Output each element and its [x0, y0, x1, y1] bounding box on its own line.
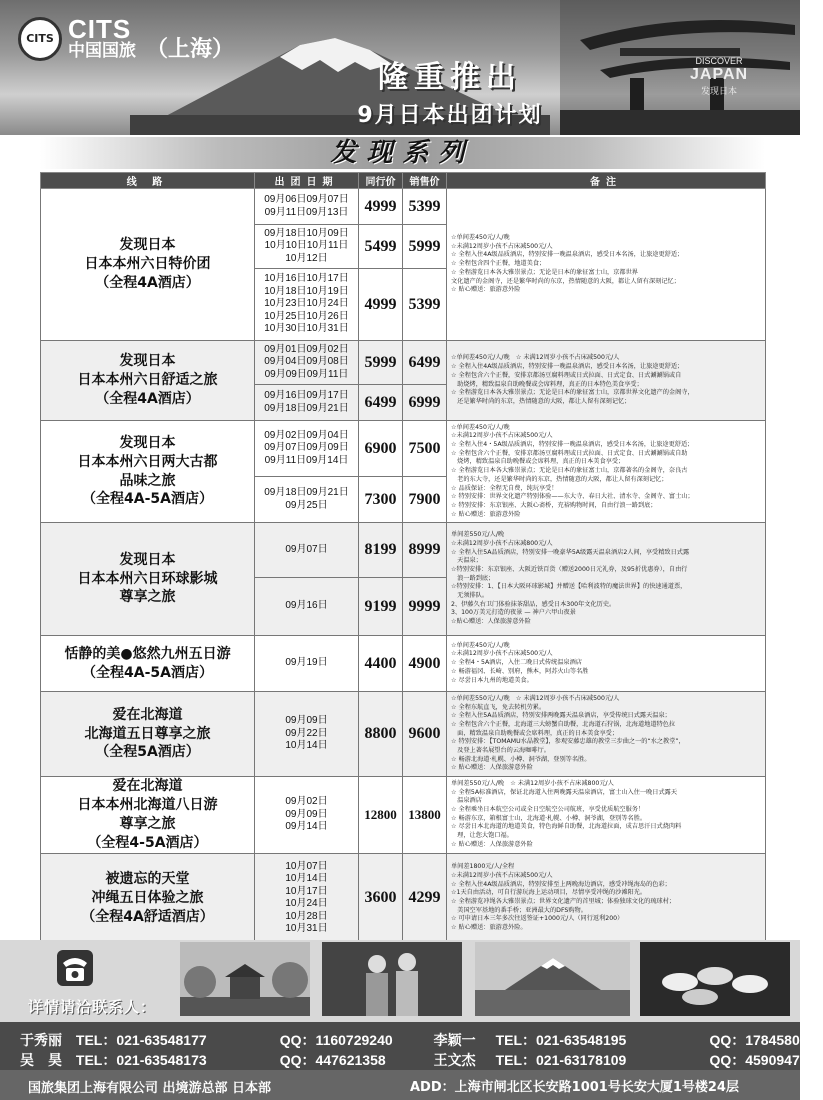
departure-date: 09月16日09月17日: [264, 390, 349, 401]
departure-date: 10月14日: [285, 740, 328, 752]
note-line: ☆ 特别安排：【TOMAMU水晶教堂】，参观安藤忠雄的教堂三步曲之一的“水之教堂”，: [451, 738, 685, 746]
note-line: ☆ 畅游东京，箱根富士山，北海道·札幌、小樽、洞爷湖，登别等名胜。: [451, 814, 647, 822]
route-line: 北海道五日尊享之旅: [84, 725, 211, 742]
peer-price: 6900: [359, 421, 403, 477]
note-line: ☆ 全程入住5A品质酒店，特别安排一晚豪华5A级露天温泉酒店2人间，享受精致日式露: [451, 548, 690, 556]
date-cell: [255, 269, 359, 341]
note-line: ☆ 全程入住4・5A级品质酒店，特别安排一晚温泉酒店，感受日本名汤，让旅途更舒适；: [451, 441, 694, 449]
departure-date: 09月16日: [285, 600, 328, 612]
note-line: 美国空军基地的番手桥；亚洲最大的DFS购物。: [451, 906, 587, 914]
peer-price: 4999: [359, 189, 403, 225]
retail-price: 7500: [403, 421, 447, 477]
note-line: ☆ 全程5A标准酒店，保证北海道入住两晚露天温泉酒店，富士山入住一晚日式露天: [451, 788, 678, 796]
route-line: 尊享之旅: [119, 815, 176, 832]
route-line: （全程4A-5A酒店）: [82, 491, 213, 508]
route-line: （全程4A酒店）: [95, 274, 200, 291]
header-retail-price: 销售价: [403, 173, 447, 189]
series-title-bar: [40, 137, 765, 169]
route-line: 冲绳五日体验之旅: [91, 889, 204, 906]
note-line: ☆ 品质保证：全程无自费，纯玩享受！: [451, 484, 558, 492]
route-cell: [41, 636, 255, 692]
route-cell: [41, 777, 255, 854]
peer-price: 9199: [359, 578, 403, 636]
route-line: 发现日本: [119, 551, 176, 568]
header-notes: 备注: [447, 173, 766, 189]
note-line: ☆单间差450元/人/晚: [451, 234, 510, 242]
note-line: ☆ 全程包含四个正餐，地道美食；: [451, 260, 546, 268]
notes-cell: [447, 341, 766, 421]
logo-english: CITS: [68, 13, 132, 44]
notes-cell: [447, 421, 766, 523]
note-line: ☆ 全程东航直飞，免去转机劳累。: [451, 703, 546, 711]
route-line: （全程4A-5A酒店）: [82, 664, 213, 681]
note-line: ☆ 全程包含六个正餐，安排京都汤豆腐料理或日式拉面、日式定食、日式涮涮锅或自助: [451, 449, 688, 457]
retail-price: 13800: [403, 777, 447, 854]
peer-price: 8800: [359, 692, 403, 777]
retail-price: 8999: [403, 523, 447, 578]
departure-date: 09月18日09月21日: [264, 487, 349, 498]
series-title: 发现系列: [330, 138, 475, 168]
note-line: ☆1天自由活动，可自行游玩海上运动项目，尽情享受冲绳的沙滩阳光。: [451, 889, 647, 897]
note-line: ☆未满12周岁小孩不占床减500元/人: [451, 872, 553, 880]
note-line: 单间差1800元/人/全程: [451, 863, 515, 871]
note-line: 单间差550元/人/晚: [451, 531, 505, 539]
note-line: ☆特别安排：1、【日本大阪环球影城】并赠送【哈利波特的魔法世界】的快速通道票，: [451, 583, 687, 591]
contact-name: 王文杰: [433, 1053, 476, 1069]
date-cell: [255, 477, 359, 523]
table-row: [41, 636, 766, 692]
date-cell: [255, 189, 359, 225]
contact-name: 于秀丽: [20, 1033, 62, 1049]
note-line: 2、伊藤久右卫门体验抹茶甜品，感受日本300年文化历史。: [451, 600, 616, 608]
contact-qq: QQ：1160729240: [279, 1032, 393, 1048]
note-line: ☆ 全程入住4A级品质酒店，特别安排一晚温泉酒店，感受日本名汤，让旅途更舒适；: [451, 251, 684, 259]
route-line: （全程5A酒店）: [95, 744, 200, 761]
note-line: ☆ 全程包含六个正餐，北海道三大螃蟹自助餐，北海道石狩锅，北海道地道特色拉: [451, 720, 676, 728]
promo-line-2: 9月日本出团计划: [357, 103, 543, 128]
notes-cell: [447, 853, 766, 943]
note-line: ☆ 特别安排：东京银座、大阪心斋桥，充裕购物时间，自由行浪一路到底；: [451, 501, 657, 509]
pagoda-image: [560, 0, 800, 135]
note-line: 还是繁华时尚的东京，热情随意的大阪，都让人留有深刻记忆；: [451, 397, 631, 405]
note-line: 3、100万美元打造的夜景 — 神户六甲山夜景: [451, 609, 576, 617]
note-line: ☆单间差450元/人/晚 ☆ 未满12周岁小孩不占床减500元/人: [451, 354, 620, 362]
departure-date: 10月31日: [285, 923, 328, 935]
departure-date: 10月23日10月24日: [264, 298, 349, 310]
notes-cell: [447, 777, 766, 854]
note-line: ☆ 尽尝日本九州的地道美食。: [451, 676, 533, 684]
route-line: 恬静的美●悠然九州五日游: [64, 645, 231, 662]
route-cell: [41, 421, 255, 523]
note-line: ☆ 全程乘坐日本航空公司或全日空航空公司航班，享受优质航空服务！: [451, 806, 645, 814]
note-line: ☆未满12周岁小孩不占床减500元/人: [451, 432, 553, 440]
contact-name: 李颖一: [433, 1033, 476, 1049]
note-line: ☆特别安排：东京银座、大阪近铁百货（赠送2000日元礼券，及95折优惠券），自由行: [451, 565, 688, 573]
retail-price: 6999: [403, 385, 447, 421]
departure-date: 09月09日: [285, 715, 328, 727]
note-line: 老的东大寺，还是繁华时尚的东京，热情随意的大阪，都让人留有深刻记忆；: [451, 475, 668, 483]
note-line: ☆未满12周岁小孩不占床减800元/人: [451, 539, 553, 547]
discover-line-1: DISCOVER: [695, 56, 743, 66]
note-line: 无须排队。: [451, 592, 489, 599]
departure-date: 09月25日: [285, 499, 328, 511]
departure-date: 09月22日: [285, 727, 328, 739]
departure-date: 10月28日: [285, 910, 328, 922]
departure-date: 10月10日10月11日: [264, 240, 349, 252]
note-line: ☆未满12周岁小孩不占床减500元/人: [451, 650, 553, 658]
contact-qq: QQ：1784580610: [709, 1032, 823, 1048]
note-line: ☆ 贴心赠送：人保旅游意外险: [451, 840, 533, 848]
departure-date: 09月06日09月07日: [264, 194, 349, 205]
note-line: ☆ 尽尝日本北海道的地道美食，特色海鲜自助餐，北海道拉面，成吉思汗日式烧肉料: [451, 823, 682, 831]
cits-logo-mark: CITS: [18, 17, 62, 61]
departure-date: 10月14日: [285, 873, 328, 885]
peer-price: 5999: [359, 341, 403, 385]
date-cell: [255, 692, 359, 777]
departure-date: 10月18日10月19日: [264, 285, 349, 297]
retail-price: 4299: [403, 853, 447, 943]
discover-line-3: 发现日本: [701, 86, 738, 96]
route-line: 爱在北海道: [112, 706, 183, 723]
note-line: 单间差550元/人/晚 ☆ 未满12周岁小孩不占床减800元/人: [451, 780, 614, 788]
header-date: 出团日期: [255, 173, 359, 189]
note-line: ☆ 畅游北海道·札幌、小樽、洞爷湖，登别等名胜。: [451, 755, 591, 763]
retail-price: 6499: [403, 341, 447, 385]
fuji-lake-photo: [475, 942, 630, 1016]
kimono-photo: [322, 942, 462, 1016]
note-line: ☆单间差450元/人/晚: [451, 641, 510, 649]
note-line: 理，让您大饱口福。: [451, 832, 513, 840]
note-line: ☆ 全程游览日本各大雅崇景点；无论是日本的象征富士山，京都著名的金阁寺，奈良古: [451, 467, 688, 475]
peer-price: 6499: [359, 385, 403, 421]
departure-date: 09月02日09月04日: [264, 429, 349, 441]
bottom-bar: [0, 1070, 800, 1100]
note-line: 浪一路到底；: [451, 574, 495, 582]
date-cell: [255, 341, 359, 385]
retail-price: 5399: [403, 269, 447, 341]
tour-table: [40, 172, 765, 944]
sushi-photo: [640, 942, 790, 1016]
promo-heading: [320, 52, 580, 129]
departure-date: 09月04日09月08日: [264, 356, 349, 368]
promo-line-1: 隆重推出: [378, 60, 522, 95]
company-address: ADD：上海市闸北区长安路1001号长安大厦1号楼24层: [410, 1080, 739, 1095]
note-line: ☆ 贴心赠送：旅游意外险: [451, 286, 521, 294]
note-line: ☆单间差550元/人/晚 ☆ 未满12周岁小孩不占床减500元/人: [451, 694, 620, 702]
route-cell: [41, 341, 255, 421]
retail-price: 4900: [403, 636, 447, 692]
departure-date: 10月12日: [285, 252, 328, 264]
peer-price: 8199: [359, 523, 403, 578]
note-line: ☆ 畅游福冈、长崎、别府，熊本，阿苏火山等名胜: [451, 667, 589, 675]
peer-price: 5499: [359, 225, 403, 269]
route-line: 被遗忘的天堂: [105, 870, 190, 887]
date-cell: [255, 385, 359, 421]
departure-date: 09月01日09月02日: [264, 343, 349, 355]
date-cell: [255, 421, 359, 477]
retail-price: 7900: [403, 477, 447, 523]
departure-date: 09月02日: [285, 796, 328, 808]
departure-date: 10月07日: [285, 860, 328, 872]
contact-name: 吴 昊: [20, 1053, 62, 1069]
contact-qq: QQ：459094774: [709, 1052, 816, 1068]
departure-date: 10月16日10月17日: [264, 273, 349, 285]
route-cell: [41, 853, 255, 943]
note-line: 助烧烤，精致温泉自助晚餐或会席料理，真正的日本特色美食享受；: [451, 380, 643, 388]
route-line: 爱在北海道: [112, 778, 183, 794]
route-cell: [41, 523, 255, 636]
departure-date: 10月24日: [285, 898, 328, 910]
retail-price: 5399: [403, 189, 447, 225]
departure-date: 09月18日10月09日: [264, 227, 349, 239]
note-line: ☆ 贴心赠送：旅游意外险: [451, 510, 521, 518]
contact-tel: TEL：021-63548195: [495, 1032, 627, 1048]
note-line: 文化遗产的金阁寺，还是繁华时尚的东京，热情随意的大阪，都让人留有深刻记忆；: [451, 277, 680, 285]
note-line: ☆未满12周岁小孩不占床减500元/人: [451, 242, 553, 250]
retail-price: 9999: [403, 578, 447, 636]
note-line: 温泉酒店: [451, 797, 482, 805]
note-line: ☆ 全程入住5A品质酒店，特别安排两晚露天温泉酒店，享受传统日式露天温泉；: [451, 712, 671, 720]
departure-date: 09月18日09月21日: [264, 402, 349, 414]
peer-price: 4400: [359, 636, 403, 692]
contact-title: 详情请洽联系人：: [28, 998, 157, 1016]
contact-row-1: [20, 1030, 823, 1050]
route-line: 日本本州六日两大古都: [77, 453, 218, 470]
header-route: 线 路: [41, 173, 255, 189]
table-row: [41, 421, 766, 477]
date-cell: [255, 777, 359, 854]
note-line: ☆ 全程入住4A级品质酒店，特别安排一晚温泉酒店，感受日本名汤，让旅途更舒适；: [451, 363, 684, 371]
route-cell: [41, 189, 255, 341]
note-line: ☆ 全程包含六个正餐，安排京都汤豆腐料理或日式拉面、日式定食、日式涮涮锅或自: [451, 371, 682, 379]
date-cell: [255, 636, 359, 692]
note-line: ☆ 全程4・5A酒店，入住二晚日式传统温泉酒店: [451, 659, 582, 667]
route-line: 日本本州六日环球影城: [77, 570, 218, 587]
notes-cell: [447, 692, 766, 777]
table-row: [41, 853, 766, 943]
header-peer-price: 同行价: [359, 173, 403, 189]
table-row: [41, 523, 766, 578]
note-line: ☆ 可申请日本三年多次往返签证+1000元/人（同行返利200）: [451, 915, 624, 923]
route-line: 日本本州北海道八日游: [77, 796, 218, 813]
departure-date: 09月07日: [285, 543, 328, 555]
departure-date: 10月25日10月26日: [264, 310, 349, 322]
retail-price: 9600: [403, 692, 447, 777]
note-line: ☆单间差450元/人/晚: [451, 423, 510, 431]
route-line: 发现日本: [119, 434, 176, 451]
logo-city: （上海）: [146, 37, 235, 62]
route-line: 发现日本: [119, 237, 176, 254]
table-row: [41, 341, 766, 385]
departure-date: 09月07日09月09日: [264, 442, 349, 454]
notes-cell: [447, 189, 766, 341]
table-row: [41, 692, 766, 777]
note-line: ☆ 全程游览日本各大雅崇景点；无论是日本的象征富士山，京都世界文化遗产的金阁寺，: [451, 389, 694, 397]
route-cell: [41, 692, 255, 777]
note-line: ☆ 全程游览日本各大雅崇景点；无论是日本的象征富士山，京都世界: [451, 268, 638, 276]
logo-chinese: 中国国旅: [68, 41, 136, 62]
discover-japan-badge: [690, 56, 748, 97]
retail-price: 5999: [403, 225, 447, 269]
company-name: 国旅集团上海有限公司 出境游总部 日本部: [28, 1081, 272, 1096]
route-line: 发现日本: [119, 353, 176, 370]
peer-price: 12800: [359, 777, 403, 854]
route-line: （全程4-5A酒店）: [87, 834, 208, 851]
table-header-row: [41, 173, 766, 189]
date-cell: [255, 225, 359, 269]
table-row: [41, 777, 766, 854]
route-line: 尊享之旅: [119, 589, 176, 606]
discover-line-2: JAPAN: [690, 66, 749, 83]
note-line: ☆贴心赠送：人保旅游意外险: [451, 618, 531, 626]
date-cell: [255, 853, 359, 943]
departure-date: 09月09日09月11日: [264, 368, 349, 380]
contact-tel: TEL：021-63178109: [495, 1052, 627, 1068]
note-line: ☆ 贴心赠送：旅游意外险。: [451, 924, 527, 932]
peer-price: 7300: [359, 477, 403, 523]
departure-date: 10月17日: [285, 885, 328, 897]
note-line: ☆ 贴心赠送：人保旅游意外险: [451, 764, 533, 772]
departure-date: 09月11日09月14日: [264, 454, 349, 466]
peer-price: 3600: [359, 853, 403, 943]
note-line: 天温泉；: [451, 557, 482, 565]
departure-date: 10月30日10月31日: [264, 323, 349, 335]
table-row: [41, 189, 766, 225]
route-line: （全程4A舒适酒店）: [81, 908, 214, 925]
date-cell: [255, 578, 359, 636]
note-line: ☆ 全程入住4A级品质酒店，特别安排至上两晚海边酒店，感受冲绳海岛的色彩；: [451, 880, 671, 888]
note-line: 面，精致温泉自助晚餐或会席料理，真正的日本美食享受；: [451, 729, 619, 737]
route-line: 日本本州六日舒适之旅: [77, 372, 218, 389]
departure-date: 09月14日: [285, 821, 328, 833]
date-cell: [255, 523, 359, 578]
route-line: 品味之旅: [119, 472, 176, 489]
note-line: 烧烤，精致温泉自助晚餐或会席料理，真正的日本美食享受；: [451, 458, 625, 466]
route-line: 日本本州六日特价团: [84, 256, 211, 273]
telephone-icon: [55, 948, 95, 988]
notes-cell: [447, 636, 766, 692]
notes-cell: [447, 523, 766, 636]
note-line: ☆ 特别安排：世界文化遗产特别体验——东大寺、春日大社、清水寺、金阁寺、富士山；: [451, 493, 694, 501]
cits-logo: [18, 14, 234, 63]
castle-photo: [180, 942, 310, 1016]
departure-date: 09月19日: [285, 657, 328, 669]
note-line: ☆ 全程游览冲绳各大雅崇景点；世界文化遗产的首里城；体验独球文化的琉球村；: [451, 898, 676, 906]
contact-tel: TEL：021-63548173: [75, 1052, 207, 1068]
departure-date: 09月11日09月13日: [264, 206, 349, 218]
contact-row-2: [20, 1050, 815, 1070]
contact-tel: TEL：021-63548177: [75, 1032, 207, 1048]
contact-qq: QQ：447621358: [279, 1052, 386, 1068]
header-banner: [0, 0, 800, 135]
note-line: 及登上著名展望台的云海咖啡厅。: [451, 747, 550, 754]
route-line: （全程4A酒店）: [95, 390, 200, 407]
departure-date: 09月09日: [285, 808, 328, 820]
peer-price: 4999: [359, 269, 403, 341]
